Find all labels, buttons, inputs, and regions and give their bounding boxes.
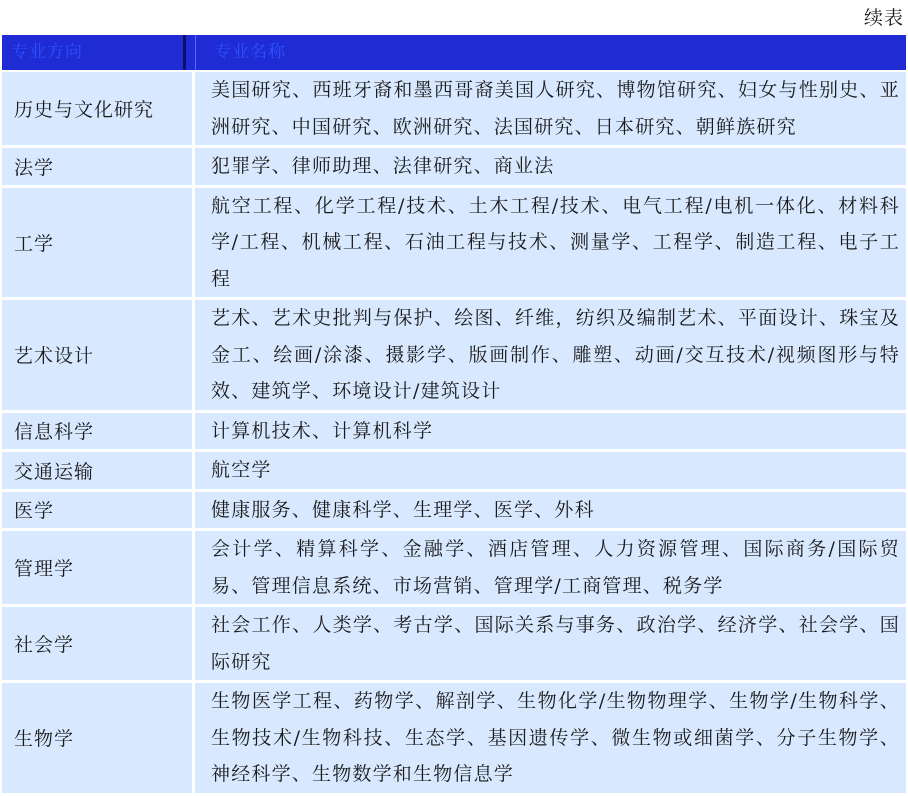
- table-row: [2, 413, 906, 450]
- direction-cell: 交通运输: [2, 452, 195, 489]
- majors-cell: 艺术、艺术史批判与保护、绘图、纤维，纺织及编制艺术、平面设计、珠宝及金工、绘画/涂漆、摄影学、版画制作、雕塑、动画/交互技术/视频图形与特效、建筑学、环境设计/建筑设计: [211, 307, 900, 402]
- table-row: [2, 607, 906, 680]
- direction-cell: 工学: [2, 188, 195, 298]
- majors-cell: 生物医学工程、药物学、解剖学、生物化学/生物物理学、生物学/生物科学、生物技术/生物科技、生态学、基因遗传学、微生物或细菌学、分子生物学、神经科学、生物数学和生物信息学: [211, 690, 900, 785]
- majors-cell: 航空学: [211, 459, 272, 481]
- table-row: [2, 531, 906, 604]
- table-row: [2, 683, 906, 793]
- direction-cell: 法学: [2, 148, 195, 185]
- majors-cell: 会计学、精算科学、金融学、酒店管理、人力资源管理、国际商务/国际贸易、管理信息系统、市场营销、管理学/工商管理、税务学: [211, 538, 900, 597]
- majors-cell: 航空工程、化学工程/技术、土木工程/技术、电气工程/电机一体化、材料科学/工程、机械工程、石油工程与技术、测量学、工程学、制造工程、电子工程: [211, 194, 900, 290]
- table-row: [2, 188, 906, 298]
- table-row: [2, 452, 906, 489]
- continued-label: 续表: [863, 7, 904, 29]
- majors-cell: 社会工作、人类学、考古学、国际关系与事务、政治学、经济学、社会学、国际研究: [211, 614, 900, 673]
- majors-table: [2, 35, 906, 796]
- header-major-names: 专业名称: [214, 42, 286, 62]
- direction-cell: 社会学: [2, 607, 195, 680]
- direction-cell: 艺术设计: [2, 300, 195, 410]
- majors-cell: 美国研究、西班牙裔和墨西哥裔美国人研究、博物馆研究、妇女与性别史、亚洲研究、中国研究、欧洲研究、法国研究、日本研究、朝鲜族研究: [211, 79, 900, 138]
- direction-cell: 医学: [2, 492, 195, 529]
- direction-cell: 信息科学: [2, 413, 195, 450]
- table-row: [2, 72, 906, 145]
- majors-cell: 犯罪学、律师助理、法律研究、商业法: [211, 155, 555, 177]
- majors-cell: 健康服务、健康科学、生理学、医学、外科: [211, 498, 595, 521]
- header-separator: [186, 35, 196, 70]
- header-direction: 专业方向: [2, 35, 186, 70]
- direction-cell: 历史与文化研究: [2, 72, 195, 145]
- table-header: [2, 35, 906, 70]
- table-row: [2, 148, 906, 185]
- table-row: [2, 492, 906, 529]
- direction-cell: 生物学: [2, 683, 195, 793]
- majors-cell: 计算机技术、计算机科学: [211, 419, 434, 442]
- table-row: [2, 300, 906, 410]
- direction-cell: 管理学: [2, 531, 195, 604]
